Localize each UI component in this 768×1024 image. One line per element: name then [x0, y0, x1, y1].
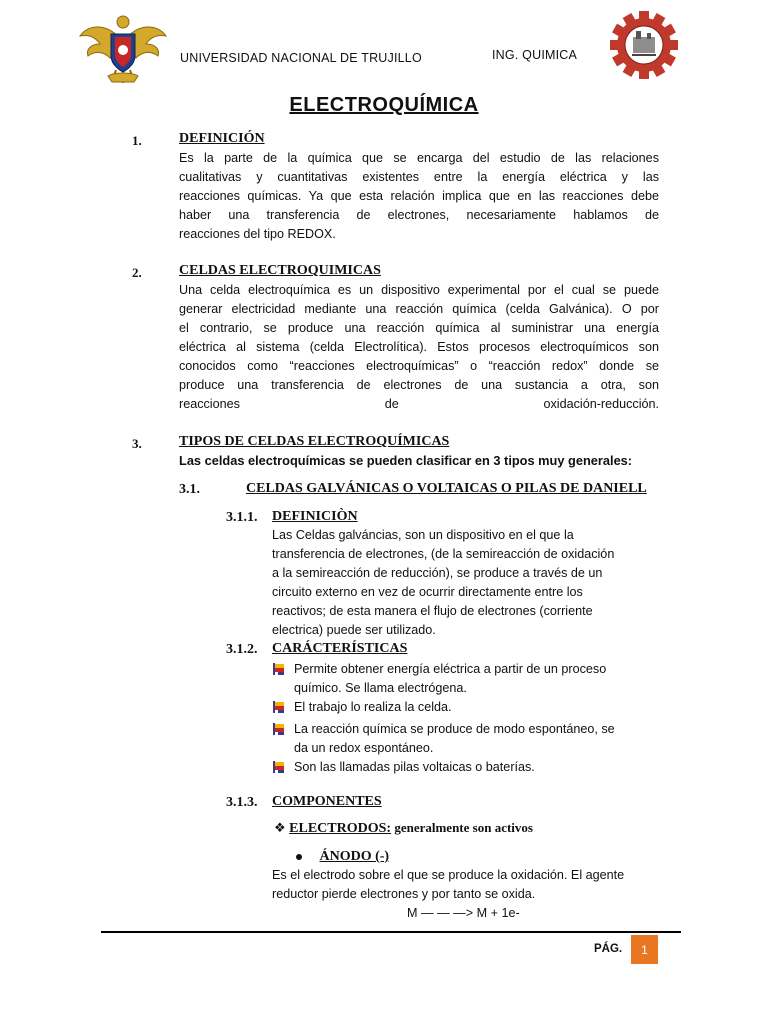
- anodo-description: [272, 866, 664, 904]
- text-line: reacciones del tipo REDOX.: [179, 227, 336, 241]
- faculty-name: ING. QUIMICA: [492, 48, 578, 62]
- text-line: transferencia de electrones, (de la semireacción de oxidación: [272, 547, 615, 561]
- diamond-bullet-icon: ❖: [274, 820, 286, 835]
- text-line: el contrario, se produce una reacción química al suministrar una energía: [179, 321, 659, 335]
- text-line: conocidos como “reacciones electroquímicas” o “reacción redox” donde se: [179, 359, 659, 373]
- section-3-1-3-heading: COMPONENTES: [272, 794, 382, 809]
- anodo-line: [296, 849, 389, 865]
- text-line: generar electricidad mediante una reacción química (celda Galvánica). O por: [179, 302, 659, 316]
- text-line: Son las llamadas pilas voltaicas o baterías.: [294, 760, 535, 774]
- section-3-number: 3.: [132, 436, 142, 451]
- section-3-1-1-number: 3.1.1.: [226, 510, 258, 525]
- document-title: ELECTROQUÍMICA: [289, 94, 479, 116]
- text-line: cualitativas y cuantitativas existentes entre la energía eléctrica y las: [179, 170, 659, 184]
- text-line: eléctrica al sistema (celda Electrolítica). Estos procesos electroquímicos son: [179, 340, 659, 354]
- text-line: circuito externo en vez de ocurrir directamente entre los: [272, 585, 583, 599]
- university-name: UNIVERSIDAD NACIONAL DE TRUJILLO: [180, 51, 422, 65]
- text-line: Las Celdas galváncias, son un dispositivo en el que la: [272, 528, 574, 542]
- page-number: 1: [631, 935, 658, 964]
- text-line: Es el electrodo sobre el que se produce la oxidación. El agente: [272, 868, 625, 882]
- list-item: [272, 660, 662, 698]
- section-3-heading: TIPOS DE CELDAS ELECTROQUÍMICAS: [179, 434, 450, 449]
- anodo-label: ÁNODO (-): [319, 849, 390, 864]
- faculty-gear-logo: [609, 10, 679, 80]
- section-3-1-1-body: [272, 526, 662, 640]
- flag-bullet-icon: [272, 758, 294, 780]
- flag-bullet-icon: [272, 660, 294, 682]
- section-2-body: [179, 281, 659, 414]
- text-line: a la semireacción de reducción), se produce a través de un: [272, 566, 603, 580]
- list-item: [272, 758, 662, 780]
- oxidation-equation: M — — —> M + 1e-: [407, 906, 520, 920]
- section-3-1-1-heading: DEFINICIÒN: [272, 509, 358, 524]
- section-1-body: [179, 149, 659, 244]
- section-3-1-number: 3.1.: [179, 482, 200, 497]
- text-line: produce una transferencia de electrones de una sustancia a otra, son: [179, 378, 659, 392]
- section-3-1-2-heading: CARÁCTERÍSTICAS: [272, 641, 408, 656]
- list-item: [272, 698, 662, 720]
- text-line: haber una transferencia de electrones, necesariamente hablamos de: [179, 208, 659, 222]
- text-line: El trabajo lo realiza la celda.: [294, 700, 452, 714]
- text-line: reacciones químicas. Ya que esta relación implica que en las reacciones debe: [179, 189, 659, 203]
- text-line: Permite obtener energía eléctrica a partir de un proceso: [294, 662, 607, 676]
- flag-bullet-icon: [272, 698, 294, 720]
- electrodos-text: generalmente son activos: [391, 820, 533, 835]
- electrodos-label: ELECTRODOS:: [289, 821, 392, 836]
- electrodos-line: [274, 820, 533, 837]
- section-3-1-3-number: 3.1.3.: [226, 795, 258, 810]
- characteristics-list: [272, 660, 662, 780]
- text-line: La reacción química se produce de modo espontáneo, se: [294, 722, 615, 736]
- text-line: Una celda electroquímica es un dispositivo experimental por el cual se puede: [179, 283, 659, 297]
- disc-bullet-icon: [296, 854, 302, 860]
- section-3-intro: Las celdas electroquímicas se pueden clasificar en 3 tipos muy generales:: [179, 453, 633, 468]
- section-1-number: 1.: [132, 133, 142, 148]
- section-2-number: 2.: [132, 265, 142, 280]
- page-label: PÁG.: [594, 943, 623, 955]
- list-item: [272, 720, 662, 758]
- text-line: Es la parte de la química que se encarga del estudio de las relaciones: [179, 151, 659, 165]
- footer-divider: [101, 931, 681, 933]
- section-2-heading: CELDAS ELECTROQUIMICAS: [179, 263, 381, 278]
- section-1-heading: DEFINICIÓN: [179, 131, 265, 146]
- text-line: reactivos; de esta manera el flujo de electrones (corriente: [272, 604, 593, 618]
- text-line: químico. Se llama electrógena.: [294, 681, 467, 695]
- text-line: electrica) puede ser utilizado.: [272, 623, 436, 637]
- section-3-1-heading: CELDAS GALVÁNICAS O VOLTAICAS O PILAS DE DANIELL: [246, 481, 647, 496]
- text-line: reacciones de oxidación-reducción.: [179, 397, 659, 411]
- text-line: da un redox espontáneo.: [294, 741, 434, 755]
- text-line: reductor pierde electrones y por tanto se oxida.: [272, 887, 536, 901]
- section-3-1-2-number: 3.1.2.: [226, 642, 258, 657]
- university-logo: [78, 12, 168, 84]
- flag-bullet-icon: [272, 720, 294, 742]
